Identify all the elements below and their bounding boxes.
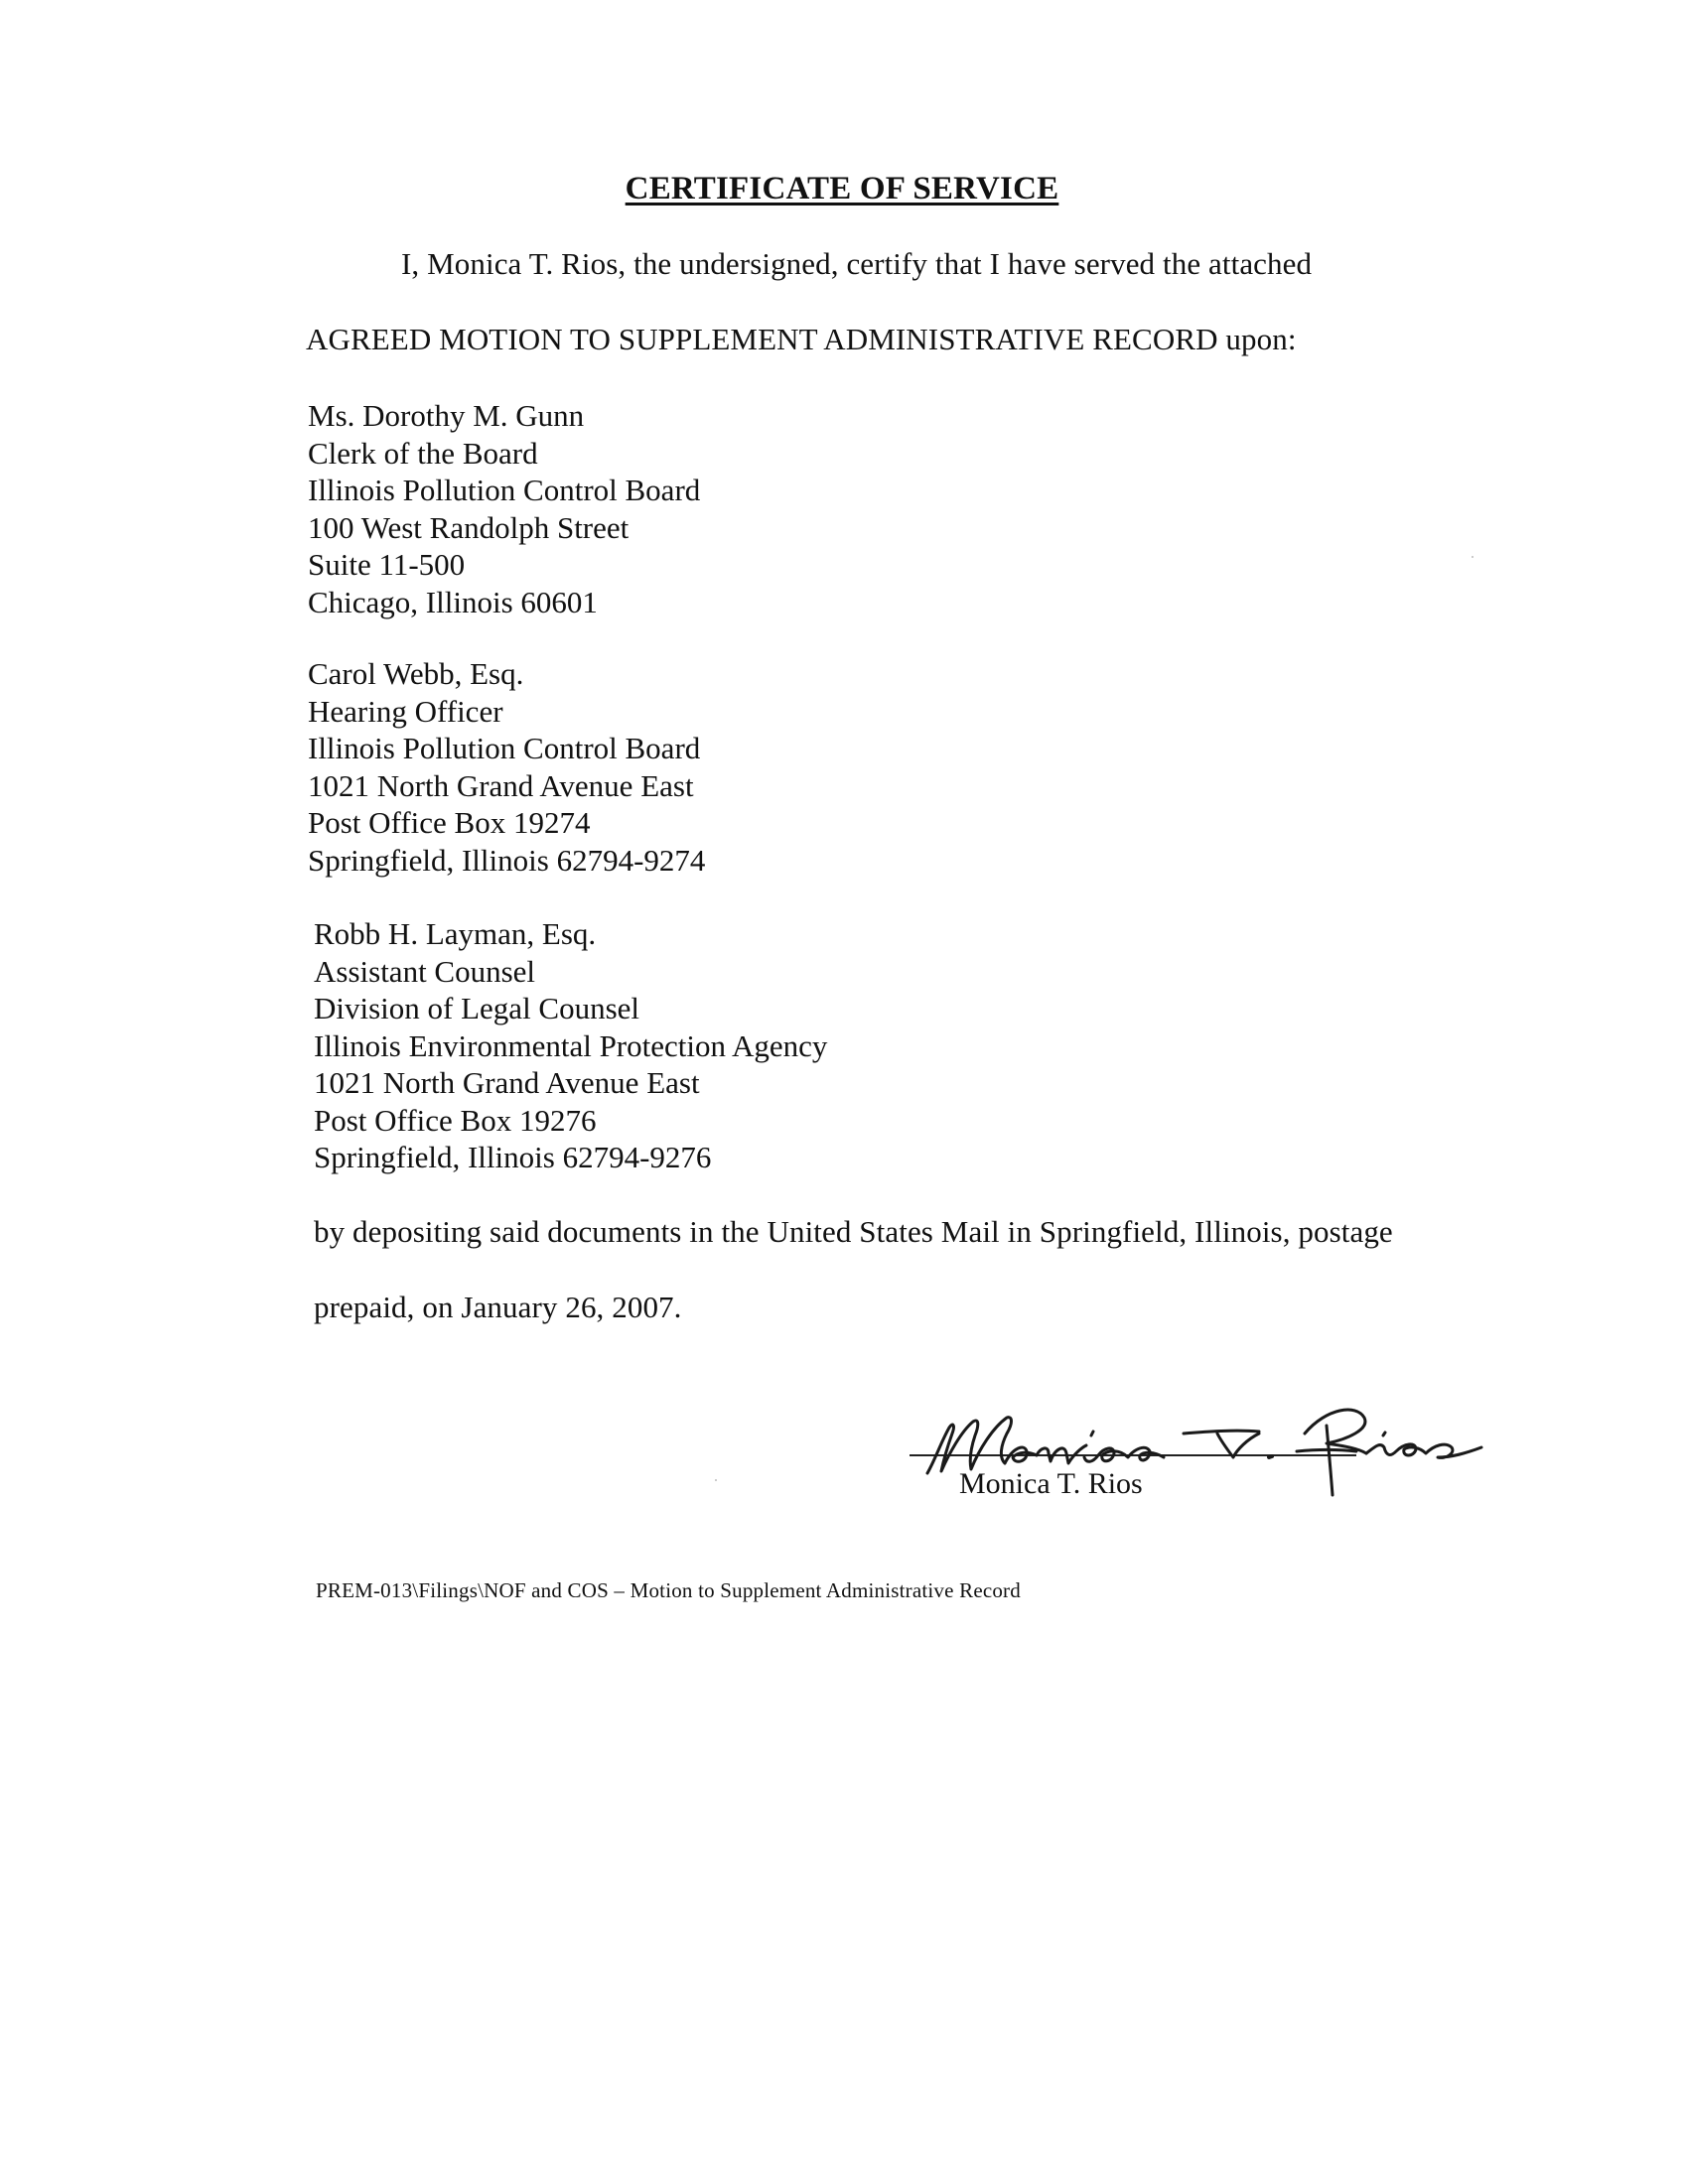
- recipient-po-box: Post Office Box 19274: [308, 805, 591, 840]
- service-date-statement: prepaid, on January 26, 2007.: [314, 1290, 682, 1324]
- recipient-title: Assistant Counsel: [314, 953, 536, 989]
- scan-speck: [1472, 556, 1474, 558]
- recipient-address-block: [314, 915, 827, 1176]
- recipient-organization: Illinois Pollution Control Board: [308, 731, 701, 765]
- recipient-name: Carol Webb, Esq.: [308, 656, 524, 691]
- recipient-address-block: [308, 397, 700, 620]
- recipient-city: Springfield, Illinois 62794-9274: [308, 842, 706, 878]
- recipient-city: Chicago, Illinois 60601: [308, 584, 598, 619]
- recipient-title: Hearing Officer: [308, 693, 503, 729]
- service-method-statement: by depositing said documents in the United States Mail in Springfield, Illinois, postage: [314, 1214, 1393, 1249]
- recipient-street: 100 West Randolph Street: [308, 509, 630, 545]
- recipient-organization: Illinois Pollution Control Board: [308, 473, 701, 507]
- signature-block: [890, 1378, 1505, 1507]
- recipient-address-block: [308, 655, 705, 879]
- document-title: CERTIFICATE OF SERVICE: [625, 171, 1059, 206]
- signatory-printed-name: Monica T. Rios: [959, 1467, 1143, 1500]
- recipient-po-box: Post Office Box 19276: [314, 1102, 597, 1138]
- recipient-title: Clerk of the Board: [308, 435, 538, 471]
- recipient-name: Robb H. Layman, Esq.: [314, 916, 597, 951]
- recipient-division: Division of Legal Counsel: [314, 991, 640, 1025]
- recipient-organization: Illinois Environmental Protection Agency: [314, 1027, 828, 1063]
- served-document-title: AGREED MOTION TO SUPPLEMENT ADMINISTRATIVE RECORD upon:: [306, 322, 1297, 356]
- recipient-street: 1021 North Grand Avenue East: [308, 767, 694, 803]
- recipient-city: Springfield, Illinois 62794-9276: [314, 1140, 712, 1174]
- scan-speck: [715, 1479, 717, 1481]
- recipient-suite: Suite 11-500: [308, 547, 466, 582]
- recipient-street: 1021 North Grand Avenue East: [314, 1065, 700, 1100]
- document-footer-filepath: PREM-013\Filings\NOF and COS – Motion to Supplement Administrative Record: [316, 1578, 1021, 1602]
- recipient-name: Ms. Dorothy M. Gunn: [308, 398, 585, 433]
- certification-statement: I, Monica T. Rios, the undersigned, certify that I have served the attached: [401, 246, 1313, 281]
